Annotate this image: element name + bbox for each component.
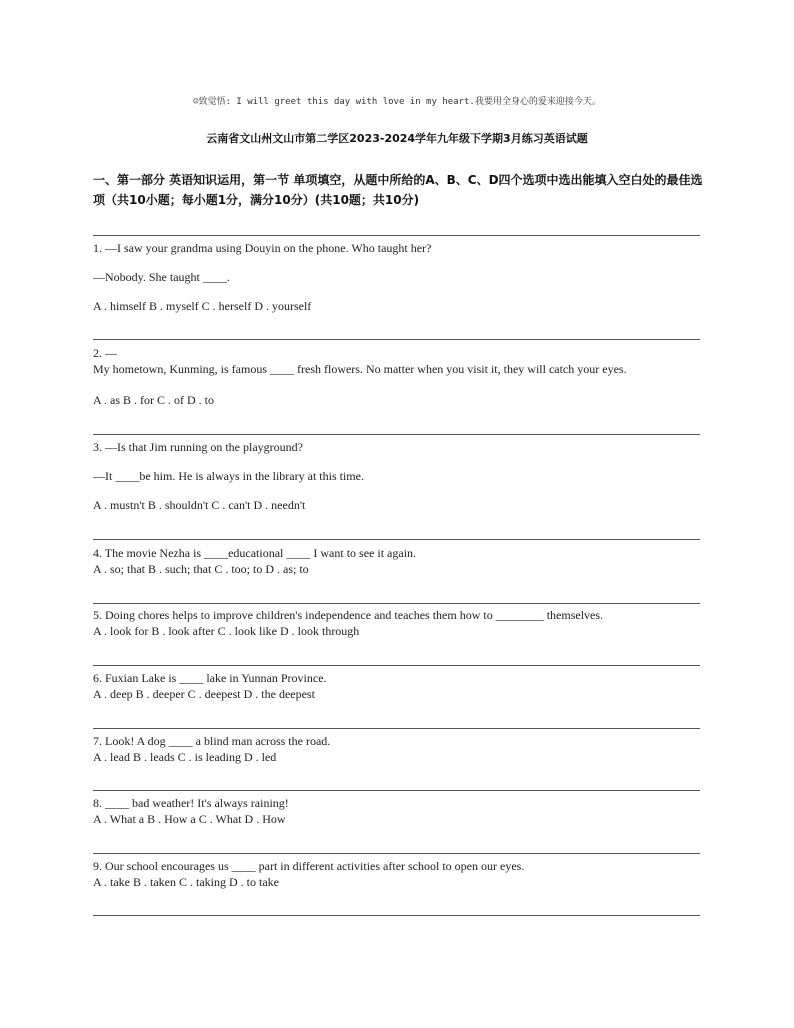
- question-5-options: A . look for B . look after C . look like D . look through: [93, 624, 360, 638]
- divider: [93, 728, 700, 729]
- question-8-options: A . What a B . How a C . What D . How: [93, 812, 286, 826]
- question-3-reply: —It ____be him. He is always in the library at this time.: [93, 469, 364, 483]
- divider: [93, 665, 700, 666]
- section-heading: 一、第一部分 英语知识运用，第一节 单项填空，从题中所给的A、B、C、D四个选项中选出能填入空白处的最佳选项（共10小题；每小题1分，满分10分）(共10题；共10分): [93, 173, 703, 207]
- question-1-prompt: 1. —I saw your grandma using Douyin on the phone. Who taught her?: [93, 241, 432, 255]
- page-title: 云南省文山州文山市第二学区2023-2024学年九年级下学期3月练习英语试题: [206, 132, 588, 145]
- question-1-reply: —Nobody. She taught ____.: [93, 270, 230, 284]
- divider: [93, 339, 700, 340]
- question-8-stem: 8. ____ bad weather! It's always raining!: [93, 796, 289, 810]
- question-5-stem: 5. Doing chores helps to improve children's independence and teaches them how to ________ themselves.: [93, 608, 604, 622]
- divider: [93, 853, 700, 854]
- question-9-options: A . take B . taken C . taking D . to take: [93, 875, 279, 889]
- question-2-prompt: 2. —: [93, 346, 117, 360]
- divider: [93, 603, 700, 604]
- question-3-prompt: 3. —Is that Jim running on the playground?: [93, 440, 303, 454]
- divider: [93, 790, 700, 791]
- question-6-stem: 6. Fuxian Lake is ____ lake in Yunnan Province.: [93, 671, 327, 685]
- divider: [93, 915, 700, 916]
- divider: [93, 539, 700, 540]
- question-1-options: A . himself B . myself C . herself D . yourself: [93, 299, 312, 313]
- question-3-options: A . mustn't B . shouldn't C . can't D . needn't: [93, 498, 306, 512]
- question-7-stem: 7. Look! A dog ____ a blind man across the road.: [93, 734, 331, 748]
- motto-line: ☺致觉悟: I will greet this day with love in my heart.我要用全身心的爱来迎接今天。: [193, 97, 601, 107]
- question-9-stem: 9. Our school encourages us ____ part in different activities after school to open our eyes.: [93, 859, 525, 873]
- divider: [93, 434, 700, 435]
- question-2-stem: My hometown, Kunming, is famous ____ fresh flowers. No matter when you visit it, they will catch your eyes.: [93, 362, 627, 376]
- question-2-options: A . as B . for C . of D . to: [93, 393, 214, 407]
- question-7-options: A . lead B . leads C . is leading D . led: [93, 750, 277, 764]
- question-4-options: A . so; that B . such; that C . too; to D . as; to: [93, 562, 309, 576]
- question-4-stem: 4. The movie Nezha is ____educational ____ I want to see it again.: [93, 546, 417, 560]
- divider: [93, 235, 700, 236]
- question-6-options: A . deep B . deeper C . deepest D . the deepest: [93, 687, 315, 701]
